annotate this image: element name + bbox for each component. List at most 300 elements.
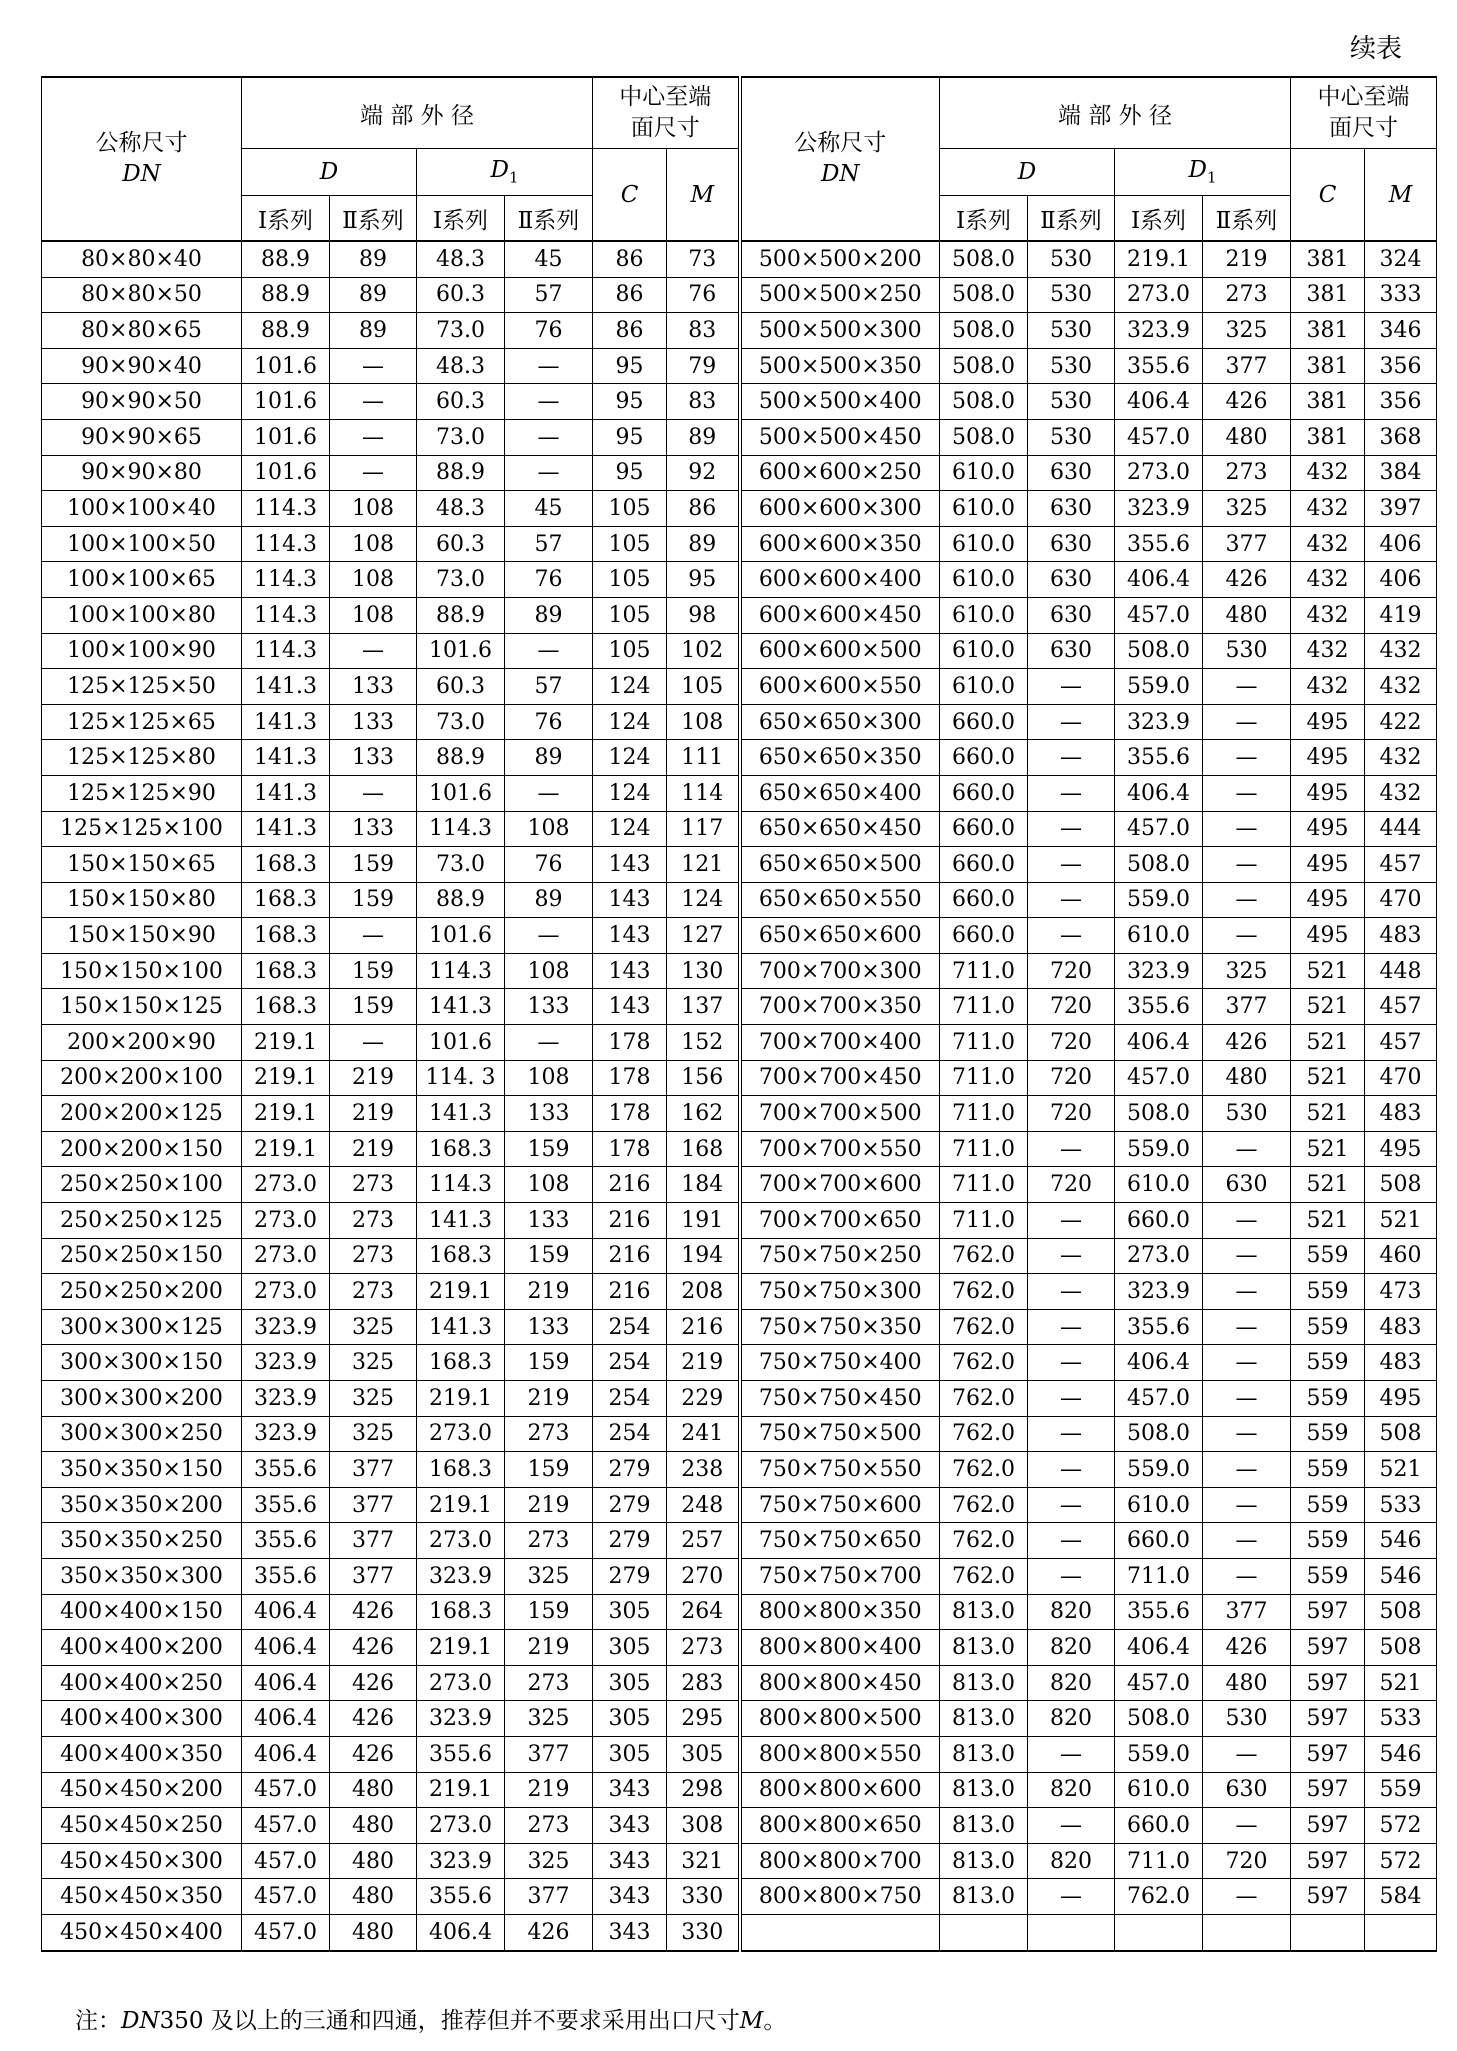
right-d1-series1-cell: 762.0: [1115, 1879, 1203, 1915]
right-d-series1-cell: 660.0: [940, 811, 1028, 847]
right-d-series2-cell: 820: [1028, 1665, 1115, 1701]
left-d1-series1-cell: 101.6: [417, 918, 505, 954]
left-d-series2-cell: 133: [330, 704, 417, 740]
right-d1-series1-cell: 711.0: [1115, 1558, 1203, 1594]
left-m-cell: 89: [667, 526, 740, 562]
right-size-cell: 800×800×700: [740, 1843, 940, 1879]
right-m-cell: 470: [1365, 1060, 1437, 1096]
note-text: 350 及以上的三通和四通，推荐但并不要求采用出口尺寸: [159, 2008, 740, 2034]
left-c-cell: 95: [593, 455, 667, 491]
right-d-series1-cell: 711.0: [940, 1096, 1028, 1132]
left-c-cell: 305: [593, 1701, 667, 1737]
left-d-series2-cell: —: [330, 455, 417, 491]
left-m-cell: 305: [667, 1736, 740, 1772]
left-d1-series1-cell: 60.3: [417, 384, 505, 420]
left-size-cell: 150×150×100: [42, 953, 242, 989]
right-d-series2-cell: —: [1028, 1808, 1115, 1844]
right-d-series1-cell: 660.0: [940, 704, 1028, 740]
left-d1-series1-cell: 114.3: [417, 953, 505, 989]
left-d1-series1-cell: 219.1: [417, 1487, 505, 1523]
d1-subscript: 1: [1206, 168, 1217, 187]
header-end-od-right: 端 部 外 径: [940, 77, 1291, 149]
right-size-cell: 700×700×300: [740, 953, 940, 989]
table-row: [42, 1416, 1437, 1452]
table-row: [42, 313, 1437, 349]
left-d1-series2-cell: 273: [505, 1808, 593, 1844]
header-d1-series1-right: Ⅰ系列: [1115, 196, 1203, 242]
right-d-series1-cell: 813.0: [940, 1808, 1028, 1844]
left-c-cell: 124: [593, 669, 667, 705]
right-size-cell: 800×800×750: [740, 1879, 940, 1915]
header-row-2: [42, 149, 1437, 196]
left-c-cell: 305: [593, 1630, 667, 1666]
left-d-series2-cell: 480: [330, 1843, 417, 1879]
right-d1-series1-cell: [1115, 1914, 1203, 1950]
right-m-cell: 521: [1365, 1665, 1437, 1701]
left-d1-series2-cell: 133: [505, 1203, 593, 1239]
right-size-cell: 650×650×350: [740, 740, 940, 776]
right-d-series1-cell: 711.0: [940, 1025, 1028, 1061]
table-row: [42, 918, 1437, 954]
header-nominal-size-left: [42, 77, 242, 241]
left-d-series1-cell: 219.1: [242, 1060, 330, 1096]
table-row: [42, 953, 1437, 989]
left-d-series1-cell: 323.9: [242, 1381, 330, 1417]
left-d-series1-cell: 101.6: [242, 419, 330, 455]
left-m-cell: 283: [667, 1665, 740, 1701]
table-row: [42, 384, 1437, 420]
right-m-cell: 432: [1365, 740, 1437, 776]
note-suffix: 。: [763, 2008, 787, 2034]
left-c-cell: 279: [593, 1487, 667, 1523]
left-d-series1-cell: 141.3: [242, 775, 330, 811]
right-d1-series1-cell: 406.4: [1115, 1345, 1203, 1381]
left-m-cell: 295: [667, 1701, 740, 1737]
right-d1-series1-cell: 610.0: [1115, 1487, 1203, 1523]
table-row: [42, 1523, 1437, 1559]
left-d-series1-cell: 114.3: [242, 562, 330, 598]
left-d-series1-cell: 168.3: [242, 989, 330, 1025]
right-d-series2-cell: —: [1028, 1203, 1115, 1239]
right-size-cell: 600×600×400: [740, 562, 940, 598]
right-d-series1-cell: 711.0: [940, 1167, 1028, 1203]
right-c-cell: 559: [1291, 1274, 1365, 1310]
right-m-cell: 324: [1365, 241, 1437, 277]
right-d-series2-cell: —: [1028, 1452, 1115, 1488]
right-d1-series2-cell: 480: [1203, 419, 1291, 455]
right-d-series2-cell: —: [1028, 1523, 1115, 1559]
left-size-cell: 150×150×65: [42, 847, 242, 883]
right-d1-series2-cell: 426: [1203, 562, 1291, 598]
left-d1-series2-cell: 219: [505, 1630, 593, 1666]
left-c-cell: 105: [593, 562, 667, 598]
right-d-series2-cell: 530: [1028, 241, 1115, 277]
left-size-cell: 250×250×125: [42, 1203, 242, 1239]
left-d1-series2-cell: 219: [505, 1274, 593, 1310]
header-d1-series1-left: Ⅰ系列: [417, 196, 505, 242]
left-c-cell: 143: [593, 953, 667, 989]
left-size-cell: 400×400×350: [42, 1736, 242, 1772]
right-c-cell: 432: [1291, 562, 1365, 598]
right-m-cell: 521: [1365, 1452, 1437, 1488]
right-d1-series1-cell: 273.0: [1115, 277, 1203, 313]
left-d-series1-cell: 457.0: [242, 1879, 330, 1915]
right-d1-series1-cell: 457.0: [1115, 811, 1203, 847]
right-d-series2-cell: 630: [1028, 597, 1115, 633]
center-to-end-line2: 面尺寸: [630, 115, 700, 141]
table-row: [42, 811, 1437, 847]
right-d1-series2-cell: 273: [1203, 455, 1291, 491]
table-row: [42, 1736, 1437, 1772]
left-m-cell: 270: [667, 1558, 740, 1594]
right-m-cell: 546: [1365, 1523, 1437, 1559]
right-d-series2-cell: 820: [1028, 1630, 1115, 1666]
right-size-cell: 750×750×250: [740, 1238, 940, 1274]
right-d-series2-cell: 530: [1028, 348, 1115, 384]
left-m-cell: 156: [667, 1060, 740, 1096]
right-d-series1-cell: 762.0: [940, 1309, 1028, 1345]
left-size-cell: 400×400×150: [42, 1594, 242, 1630]
right-d1-series2-cell: 630: [1203, 1167, 1291, 1203]
left-d1-series1-cell: 88.9: [417, 597, 505, 633]
right-d-series2-cell: —: [1028, 811, 1115, 847]
left-m-cell: 83: [667, 313, 740, 349]
right-d1-series2-cell: —: [1203, 1523, 1291, 1559]
left-d-series2-cell: 426: [330, 1630, 417, 1666]
left-c-cell: 86: [593, 241, 667, 277]
right-c-cell: 381: [1291, 348, 1365, 384]
left-m-cell: 298: [667, 1772, 740, 1808]
right-d1-series1-cell: 323.9: [1115, 953, 1203, 989]
left-d-series1-cell: 406.4: [242, 1736, 330, 1772]
right-d1-series2-cell: —: [1203, 1416, 1291, 1452]
right-d-series2-cell: —: [1028, 1736, 1115, 1772]
right-d-series1-cell: 813.0: [940, 1701, 1028, 1737]
left-size-cell: 125×125×100: [42, 811, 242, 847]
left-d-series2-cell: 426: [330, 1736, 417, 1772]
table-row: [42, 1630, 1437, 1666]
right-d-series2-cell: —: [1028, 669, 1115, 705]
left-d1-series1-cell: 60.3: [417, 669, 505, 705]
left-m-cell: 152: [667, 1025, 740, 1061]
left-d-series1-cell: 101.6: [242, 348, 330, 384]
dimension-table: [41, 76, 1437, 1952]
d1-letter: D: [1188, 157, 1207, 184]
left-d-series1-cell: 114.3: [242, 491, 330, 527]
right-d1-series1-cell: 406.4: [1115, 562, 1203, 598]
right-size-cell: 500×500×350: [740, 348, 940, 384]
right-c-cell: 432: [1291, 669, 1365, 705]
right-m-cell: 473: [1365, 1274, 1437, 1310]
left-m-cell: 184: [667, 1167, 740, 1203]
left-d1-series2-cell: 219: [505, 1487, 593, 1523]
left-d1-series1-cell: 273.0: [417, 1665, 505, 1701]
left-size-cell: 125×125×65: [42, 704, 242, 740]
left-d1-series1-cell: 406.4: [417, 1914, 505, 1950]
right-d-series2-cell: 630: [1028, 455, 1115, 491]
right-m-cell: 346: [1365, 313, 1437, 349]
left-c-cell: 343: [593, 1808, 667, 1844]
left-d-series1-cell: 88.9: [242, 241, 330, 277]
right-d1-series1-cell: 508.0: [1115, 1701, 1203, 1737]
table-row: [42, 1594, 1437, 1630]
right-c-cell: 495: [1291, 704, 1365, 740]
left-d1-series1-cell: 219.1: [417, 1274, 505, 1310]
table-row: [42, 989, 1437, 1025]
right-c-cell: [1291, 1914, 1365, 1950]
left-m-cell: 117: [667, 811, 740, 847]
right-c-cell: 495: [1291, 918, 1365, 954]
right-d-series2-cell: —: [1028, 1381, 1115, 1417]
right-d1-series1-cell: 559.0: [1115, 1452, 1203, 1488]
left-size-cell: 80×80×65: [42, 313, 242, 349]
table-row: [42, 1025, 1437, 1061]
left-c-cell: 279: [593, 1558, 667, 1594]
left-d1-series1-cell: 114.3: [417, 1167, 505, 1203]
right-d-series1-cell: 762.0: [940, 1523, 1028, 1559]
left-d1-series2-cell: 45: [505, 241, 593, 277]
left-size-cell: 100×100×80: [42, 597, 242, 633]
right-c-cell: 597: [1291, 1630, 1365, 1666]
left-c-cell: 178: [593, 1025, 667, 1061]
right-d1-series1-cell: 323.9: [1115, 1274, 1203, 1310]
left-d1-series2-cell: 273: [505, 1416, 593, 1452]
right-d-series1-cell: [940, 1914, 1028, 1950]
left-d1-series2-cell: 377: [505, 1879, 593, 1915]
table-row: [42, 633, 1437, 669]
right-c-cell: 521: [1291, 1167, 1365, 1203]
left-d-series1-cell: 141.3: [242, 740, 330, 776]
left-d-series1-cell: 101.6: [242, 384, 330, 420]
left-d1-series2-cell: 108: [505, 1167, 593, 1203]
left-size-cell: 125×125×50: [42, 669, 242, 705]
right-d-series2-cell: —: [1028, 775, 1115, 811]
left-d-series1-cell: 273.0: [242, 1167, 330, 1203]
table-row: [42, 1203, 1437, 1239]
right-m-cell: 495: [1365, 1381, 1437, 1417]
table-note: [75, 2002, 786, 2035]
left-d1-series2-cell: 377: [505, 1736, 593, 1772]
left-m-cell: 92: [667, 455, 740, 491]
right-d-series2-cell: 720: [1028, 1096, 1115, 1132]
left-d-series1-cell: 219.1: [242, 1131, 330, 1167]
right-d1-series2-cell: —: [1203, 1736, 1291, 1772]
left-d1-series1-cell: 141.3: [417, 989, 505, 1025]
right-d1-series2-cell: 480: [1203, 597, 1291, 633]
right-c-cell: 495: [1291, 811, 1365, 847]
left-size-cell: 200×200×100: [42, 1060, 242, 1096]
left-d1-series2-cell: 76: [505, 313, 593, 349]
right-c-cell: 381: [1291, 241, 1365, 277]
right-d-series1-cell: 711.0: [940, 1203, 1028, 1239]
left-d1-series1-cell: 60.3: [417, 526, 505, 562]
right-d1-series2-cell: 377: [1203, 526, 1291, 562]
right-m-cell: 432: [1365, 633, 1437, 669]
left-d-series2-cell: —: [330, 348, 417, 384]
right-d1-series1-cell: 508.0: [1115, 847, 1203, 883]
left-c-cell: 95: [593, 348, 667, 384]
left-c-cell: 216: [593, 1274, 667, 1310]
right-c-cell: 559: [1291, 1558, 1365, 1594]
left-d-series1-cell: 168.3: [242, 953, 330, 989]
left-m-cell: 321: [667, 1843, 740, 1879]
left-size-cell: 90×90×40: [42, 348, 242, 384]
left-m-cell: 238: [667, 1452, 740, 1488]
right-d1-series2-cell: 720: [1203, 1843, 1291, 1879]
left-m-cell: 168: [667, 1131, 740, 1167]
left-size-cell: 250×250×200: [42, 1274, 242, 1310]
left-d1-series1-cell: 168.3: [417, 1594, 505, 1630]
right-m-cell: 483: [1365, 1309, 1437, 1345]
right-c-cell: 495: [1291, 847, 1365, 883]
left-c-cell: 105: [593, 491, 667, 527]
left-d-series1-cell: 457.0: [242, 1843, 330, 1879]
right-size-cell: 800×800×550: [740, 1736, 940, 1772]
table-row: [42, 882, 1437, 918]
right-d1-series1-cell: 660.0: [1115, 1808, 1203, 1844]
left-d-series1-cell: 273.0: [242, 1203, 330, 1239]
left-d-series2-cell: 108: [330, 597, 417, 633]
right-d1-series2-cell: —: [1203, 1381, 1291, 1417]
left-d1-series1-cell: 73.0: [417, 704, 505, 740]
right-size-cell: 650×650×450: [740, 811, 940, 847]
right-m-cell: 333: [1365, 277, 1437, 313]
left-d1-series2-cell: 273: [505, 1523, 593, 1559]
left-d1-series2-cell: —: [505, 633, 593, 669]
left-size-cell: 250×250×100: [42, 1167, 242, 1203]
left-m-cell: 73: [667, 241, 740, 277]
left-m-cell: 308: [667, 1808, 740, 1844]
right-d1-series2-cell: 426: [1203, 1025, 1291, 1061]
right-d1-series1-cell: 457.0: [1115, 1381, 1203, 1417]
right-c-cell: 559: [1291, 1523, 1365, 1559]
left-d1-series1-cell: 355.6: [417, 1736, 505, 1772]
right-size-cell: [740, 1914, 940, 1950]
left-d1-series2-cell: 159: [505, 1345, 593, 1381]
left-d1-series2-cell: —: [505, 384, 593, 420]
right-d-series1-cell: 762.0: [940, 1416, 1028, 1452]
right-d1-series1-cell: 610.0: [1115, 1772, 1203, 1808]
right-d1-series2-cell: 530: [1203, 1096, 1291, 1132]
right-d1-series2-cell: 325: [1203, 491, 1291, 527]
right-size-cell: 650×650×500: [740, 847, 940, 883]
left-m-cell: 273: [667, 1630, 740, 1666]
right-size-cell: 800×800×400: [740, 1630, 940, 1666]
right-d1-series1-cell: 457.0: [1115, 419, 1203, 455]
header-d1-right: [1115, 149, 1291, 196]
right-c-cell: 559: [1291, 1452, 1365, 1488]
left-d1-series1-cell: 48.3: [417, 241, 505, 277]
right-m-cell: 559: [1365, 1772, 1437, 1808]
right-d1-series1-cell: 323.9: [1115, 704, 1203, 740]
table-row: [42, 526, 1437, 562]
left-d1-series2-cell: —: [505, 1025, 593, 1061]
left-c-cell: 86: [593, 313, 667, 349]
right-d1-series1-cell: 559.0: [1115, 669, 1203, 705]
left-size-cell: 90×90×50: [42, 384, 242, 420]
table-row: [42, 1309, 1437, 1345]
right-size-cell: 700×700×400: [740, 1025, 940, 1061]
right-d-series1-cell: 762.0: [940, 1274, 1028, 1310]
left-m-cell: 216: [667, 1309, 740, 1345]
left-m-cell: 83: [667, 384, 740, 420]
left-size-cell: 80×80×50: [42, 277, 242, 313]
left-c-cell: 305: [593, 1736, 667, 1772]
right-d-series1-cell: 813.0: [940, 1665, 1028, 1701]
left-d-series2-cell: 426: [330, 1665, 417, 1701]
center-to-end-line1: 中心至端: [619, 83, 712, 110]
left-d-series1-cell: 323.9: [242, 1345, 330, 1381]
header-d1-left: [417, 149, 593, 196]
right-d-series1-cell: 762.0: [940, 1238, 1028, 1274]
left-d-series1-cell: 114.3: [242, 526, 330, 562]
right-d-series1-cell: 711.0: [940, 1131, 1028, 1167]
right-d1-series1-cell: 508.0: [1115, 633, 1203, 669]
left-d-series2-cell: 377: [330, 1523, 417, 1559]
center-to-end-line2: 面尺寸: [1329, 115, 1398, 141]
dn-label: DN: [122, 161, 161, 187]
right-d-series2-cell: —: [1028, 882, 1115, 918]
right-d-series1-cell: 660.0: [940, 882, 1028, 918]
right-c-cell: 597: [1291, 1665, 1365, 1701]
right-size-cell: 800×800×650: [740, 1808, 940, 1844]
right-m-cell: 470: [1365, 882, 1437, 918]
left-d-series2-cell: 480: [330, 1879, 417, 1915]
table-row: [42, 1558, 1437, 1594]
right-d1-series2-cell: —: [1203, 1879, 1291, 1915]
header-d1-series2-left: Ⅱ系列: [505, 196, 593, 242]
left-d1-series2-cell: 325: [505, 1843, 593, 1879]
header-d-right: D: [940, 149, 1115, 196]
right-d-series2-cell: —: [1028, 740, 1115, 776]
left-d1-series1-cell: 73.0: [417, 562, 505, 598]
right-d1-series2-cell: —: [1203, 1131, 1291, 1167]
left-d1-series2-cell: 76: [505, 704, 593, 740]
right-m-cell: 521: [1365, 1203, 1437, 1239]
right-m-cell: 483: [1365, 1345, 1437, 1381]
right-d1-series2-cell: —: [1203, 1558, 1291, 1594]
left-d1-series1-cell: 168.3: [417, 1452, 505, 1488]
right-c-cell: 381: [1291, 313, 1365, 349]
left-d-series1-cell: 406.4: [242, 1665, 330, 1701]
left-d1-series2-cell: 159: [505, 1594, 593, 1630]
right-d1-series1-cell: 355.6: [1115, 1594, 1203, 1630]
right-m-cell: 584: [1365, 1879, 1437, 1915]
right-c-cell: 495: [1291, 775, 1365, 811]
right-d-series1-cell: 508.0: [940, 241, 1028, 277]
right-m-cell: 406: [1365, 526, 1437, 562]
right-d-series1-cell: 508.0: [940, 277, 1028, 313]
left-d1-series2-cell: 76: [505, 562, 593, 598]
right-d-series2-cell: 820: [1028, 1772, 1115, 1808]
right-d-series2-cell: —: [1028, 918, 1115, 954]
header-center-to-end-right: [1291, 77, 1437, 149]
right-d-series2-cell: 720: [1028, 953, 1115, 989]
left-size-cell: 100×100×90: [42, 633, 242, 669]
right-m-cell: 432: [1365, 775, 1437, 811]
left-d-series1-cell: 168.3: [242, 882, 330, 918]
d1-subscript: 1: [508, 168, 519, 187]
table-row: [42, 1345, 1437, 1381]
right-d-series2-cell: —: [1028, 1487, 1115, 1523]
right-d-series2-cell: 630: [1028, 633, 1115, 669]
left-c-cell: 143: [593, 989, 667, 1025]
header-center-to-end-left: [593, 77, 740, 149]
left-d1-series2-cell: 219: [505, 1381, 593, 1417]
left-size-cell: 350×350×250: [42, 1523, 242, 1559]
left-d1-series1-cell: 73.0: [417, 419, 505, 455]
right-d-series2-cell: 530: [1028, 277, 1115, 313]
